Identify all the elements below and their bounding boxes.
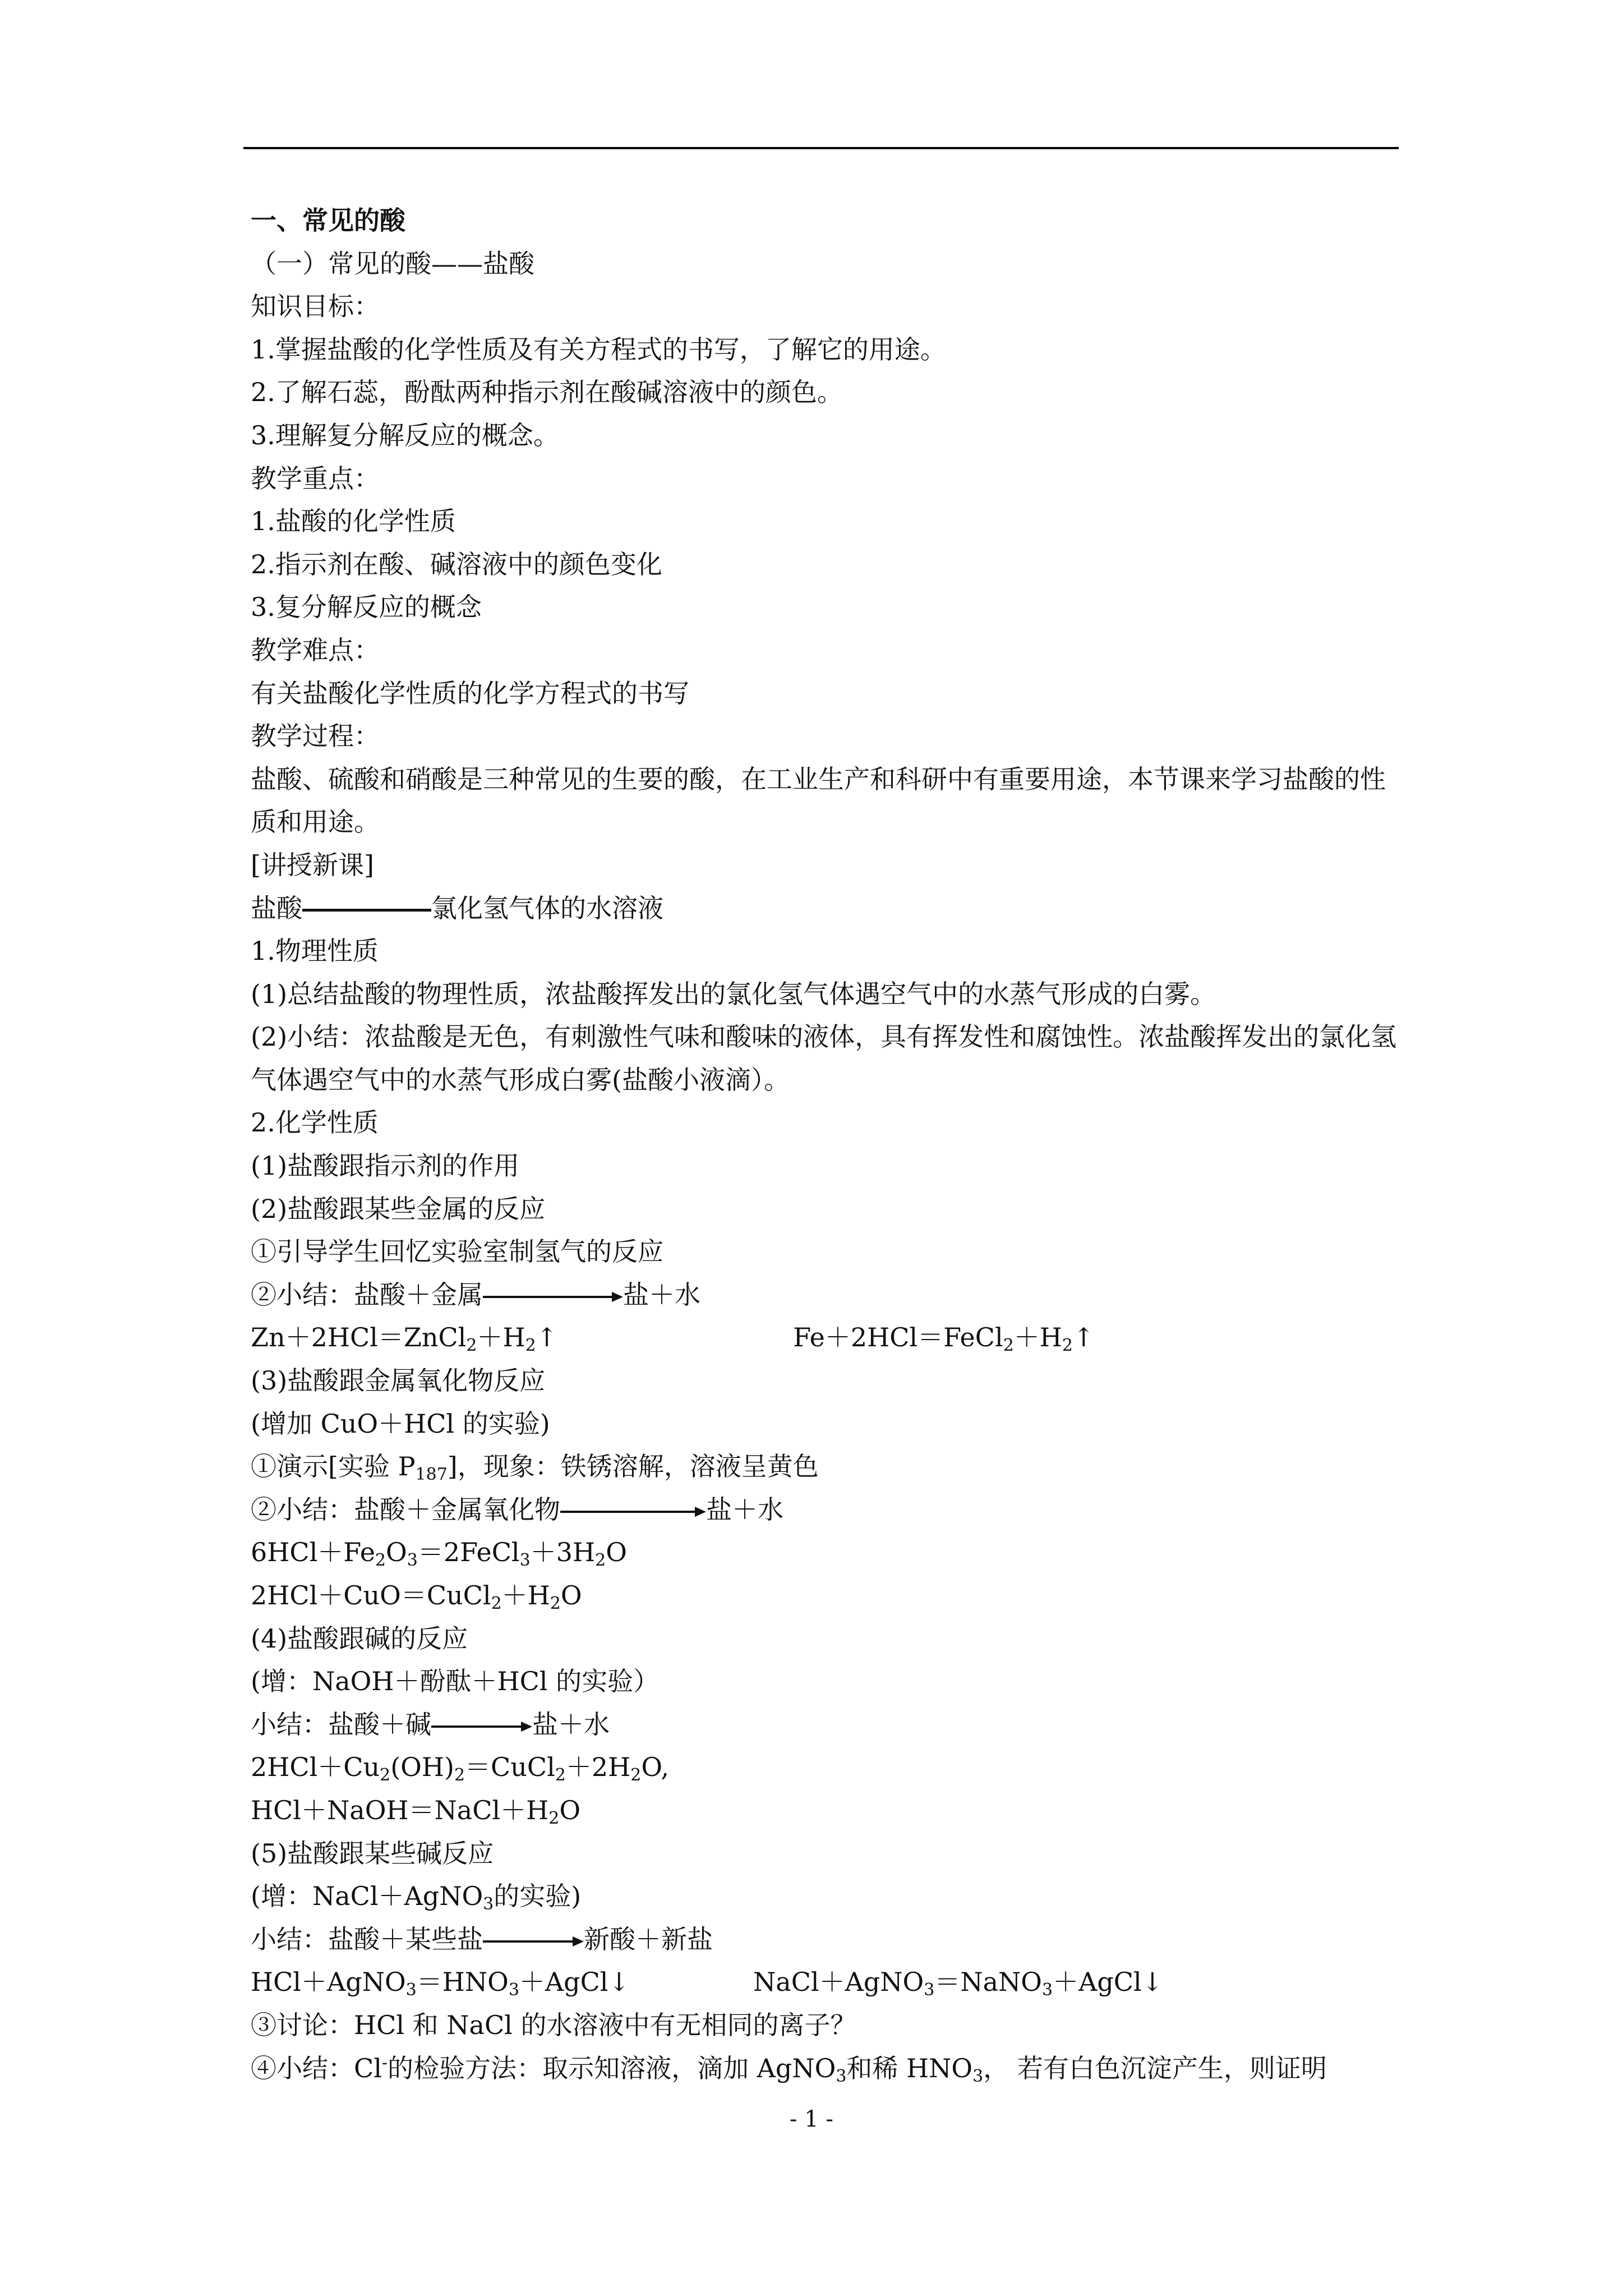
arrow-icon — [431, 1714, 532, 1740]
difficulty-heading: 教学难点： — [251, 634, 380, 665]
chemical-heading: 2.化学性质 — [251, 1107, 379, 1138]
physical-heading: 1.物理性质 — [251, 936, 379, 967]
equation: $HCl+AgNO_3=HNO_3+AgCl↓$ — [251, 1967, 630, 2000]
chapter-title: 一、常见的酸 — [251, 205, 405, 236]
chem-item: (1)盐酸跟指示剂的作用 — [251, 1151, 520, 1181]
chem-note: (增：NaCl＋AgNO$_3$的实验) — [251, 1881, 582, 1915]
long-dash — [302, 898, 431, 923]
chem-item: (4)盐酸跟碱的反应 — [251, 1623, 468, 1654]
page-number: - 1 - — [790, 2106, 833, 2132]
equation-row — [251, 1961, 1400, 2004]
goal-item: 3.理解复分解反应的概念。 — [251, 420, 559, 450]
chem-item: (5)盐酸跟某些碱反应 — [251, 1838, 494, 1869]
chem-item: (3)盐酸跟金属氧化物反应 — [251, 1365, 546, 1396]
physical-item: (1)总结盐酸的物理性质，浓盐酸挥发出的氯化氢气体遇空气中的水蒸气形成的白雾。 — [251, 978, 1216, 1009]
key-heading: 教学重点： — [251, 463, 380, 494]
goal-item: 1.掌握盐酸的化学性质及有关方程式的书写，了解它的用途。 — [251, 334, 946, 365]
chem-item: (2)盐酸跟某些金属的反应 — [251, 1193, 546, 1224]
arrow-icon — [483, 1284, 623, 1310]
chem-note: (增加 CuO＋HCl 的实验) — [251, 1408, 550, 1439]
equation: $HCl+NaOH=NaCl+H_2O$ — [251, 1795, 581, 1828]
goals-heading: 知识目标： — [251, 291, 380, 322]
physical-summary: (2)小结：浓盐酸是无色，有刺激性气味和酸味的液体，具有挥发性和腐蚀性。浓盐酸挥发出的氯化氢气体遇空气中的水蒸气形成白雾(盐酸小液滴）。 — [251, 1022, 1397, 1095]
goal-item: 2.了解石蕊，酚酞两种指示剂在酸碱溶液中的颜色。 — [251, 377, 843, 408]
difficulty-text: 有关盐酸化学性质的化学方程式的书写 — [251, 678, 689, 708]
equation-row — [251, 1316, 1400, 1359]
key-point: 2.指示剂在酸、碱溶液中的颜色变化 — [251, 549, 662, 579]
intro-paragraph: 盐酸、硫酸和硝酸是三种常见的生要的酸，在工业生产和科研中有重要用途，本节课来学习盐酸的性质和用途。 — [251, 763, 1386, 838]
chem-summary: 小结：盐酸＋某些盐 新酸＋新盐 — [251, 1924, 713, 1954]
chem-subitem: ①引导学生回忆实验室制氢气的反应 — [251, 1236, 663, 1267]
equation: $2HCl+Cu_2(OH)_2=CuCl_2+2H_2O$, — [251, 1752, 669, 1786]
chem-summary: ②小结：盐酸＋金属氧化物 盐＋水 — [251, 1494, 783, 1525]
definition-text: 氯化氢气体的水溶液 — [431, 892, 663, 923]
key-point: 3.复分解反应的概念 — [251, 592, 482, 623]
key-point: 1.盐酸的化学性质 — [251, 506, 456, 537]
equation: $6HCl+Fe_2O_3=2FeCl_3+3H_2O$ — [251, 1537, 627, 1571]
section-title: （一）常见的酸——盐酸 — [251, 248, 534, 279]
document-body — [251, 199, 1400, 2090]
arrow-icon — [483, 1929, 584, 1954]
equation: $2HCl+CuO=CuCl_2+H_2O$ — [251, 1580, 582, 1613]
equation: $Fe+2HCl=FeCl_2+H_2↑$ — [793, 1322, 1095, 1356]
equation: $Zn+2HCl=ZnCl_2+H_2↑$ — [251, 1322, 558, 1356]
test-method: ④小结：Cl-的检验方法：取示知溶液，滴加 AgNO$_3$和稀 $HNO_3$， 若有白色沉淀产生，则证明 — [251, 2053, 1327, 2086]
chem-summary: 小结：盐酸＋碱 盐＋水 — [251, 1709, 610, 1740]
header-rule — [243, 147, 1399, 149]
definition-line — [251, 887, 1400, 930]
chem-summary: ②小结：盐酸＋金属 盐＋水 — [251, 1279, 700, 1310]
equation: NaCl＋AgNO$_3$＝NaNO$_3$＋AgCl↓ — [753, 1967, 1164, 2000]
chem-note: (增：NaOH＋酚酞＋HCl 的实验） — [251, 1666, 660, 1697]
discussion: ③讨论：HCl 和 NaCl 的水溶液中有无相同的离子？ — [251, 2009, 856, 2040]
arrow-icon — [560, 1499, 706, 1525]
process-heading: 教学过程： — [251, 721, 380, 752]
definition-term: 盐酸 — [251, 892, 302, 923]
chem-subitem: ①演示[实验 $P_{187}$]，现象：铁锈溶解，溶液呈黄色 — [251, 1451, 819, 1485]
lecture-tag: [讲授新课] — [251, 849, 374, 880]
